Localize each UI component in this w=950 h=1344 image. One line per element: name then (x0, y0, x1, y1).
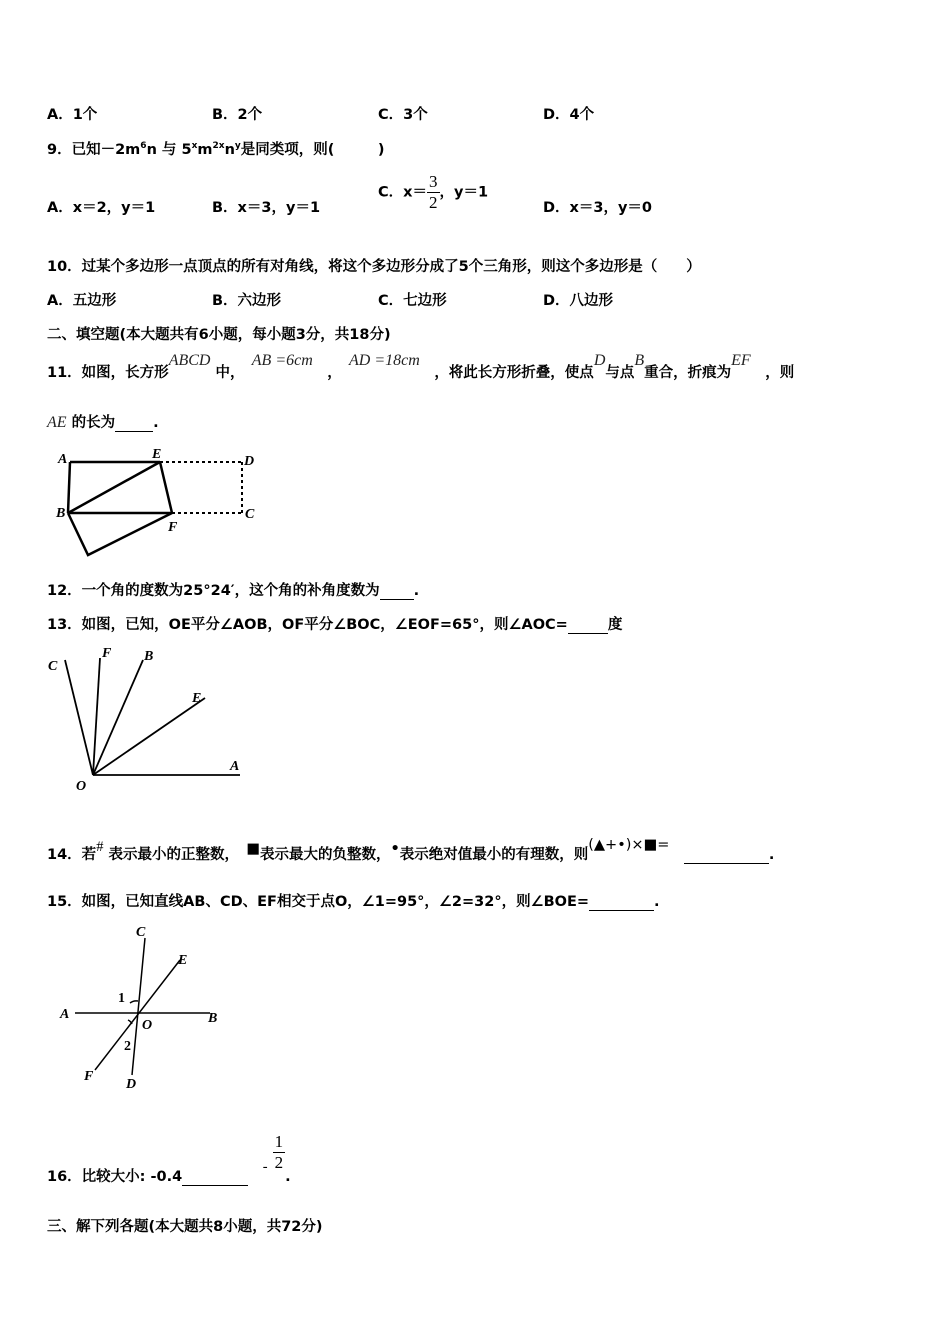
svg-text:1: 1 (118, 991, 125, 1006)
svg-text:A: A (60, 1007, 70, 1022)
svg-text:O: O (142, 1018, 153, 1033)
svg-text:D: D (126, 1077, 137, 1092)
q15-lines-figure (50, 920, 240, 1095)
section-2-heading: 二、填空题(本大题共有6小题，每小题3分，共18分) (47, 327, 391, 343)
q10-option-a: A．五边形 (47, 293, 117, 309)
hash-symbol: # (96, 839, 104, 855)
q10-question: 10．过某个多边形一点顶点的所有对角线，将这个多边形分成了5个三角形，则这个多边形是（ ） (47, 259, 701, 275)
svg-text:B: B (144, 649, 154, 664)
section-3-heading: 三、解下列各题(本大题共8小题，共72分) (47, 1219, 323, 1235)
svg-text:F: F (102, 646, 112, 661)
svg-text:E: E (192, 691, 202, 706)
q8-option-b: B．2个 (212, 107, 263, 123)
q8-option-d: D．4个 (543, 107, 595, 123)
q10-option-d: D．八边形 (543, 293, 614, 309)
q9-option-c: C．x＝ $\frac{3}{2}$ ，y＝1 (378, 172, 489, 212)
q14-question: 14．若# 表示最小的正整数， ■表示最大的负整数，•表示绝对值最小的有理数，则(▲+•)×■= . (47, 837, 775, 863)
svg-text:F: F (168, 520, 178, 535)
svg-text:D: D (244, 454, 255, 469)
svg-text:2: 2 (124, 1039, 131, 1054)
svg-text:E: E (152, 447, 162, 462)
svg-text:A: A (58, 452, 68, 467)
square-symbol: ■ (246, 841, 260, 857)
q8-option-a: A．1个 (47, 107, 98, 123)
q9-option-a: A．x＝2，y＝1 (47, 200, 156, 216)
q15-question: 15．如图，已知直线AB、CD、EF相交于点O，∠1=95°，∠2=32°，则∠BOE= . (47, 894, 660, 910)
svg-text:F: F (84, 1069, 94, 1084)
q9-option-b: B．x＝3，y＝1 (212, 200, 321, 216)
svg-text:A: A (230, 759, 240, 774)
q11-question: 11．如图，长方形ABCD 中， AB =6cm ， AD =18cm ，将此长方形折叠，使点D与点B重合，折痕为EF ，则 (47, 352, 795, 381)
svg-text:E: E (178, 953, 188, 968)
expression: (▲+•)×■= (588, 837, 670, 853)
q9-option-d: D．x＝3，y＝0 (543, 200, 653, 216)
q11-rectangle-fold-figure (50, 445, 270, 560)
q13-angle-figure (40, 640, 260, 800)
q9-question: 9．已知$-2m^6n$ 与 $5^xm^{2x}n^y$是同类项，则( ) (47, 141, 385, 158)
q16-question: 16．比较大小: -0.4 - $\frac{1}{2}$ . (47, 1132, 291, 1185)
q10-option-c: C．七边形 (378, 293, 447, 309)
svg-text:C: C (136, 925, 146, 940)
q11-question-cont: AE 的长为 . (47, 414, 159, 431)
dot-symbol: • (390, 841, 400, 857)
svg-text:C: C (48, 659, 58, 674)
svg-text:B: B (208, 1011, 218, 1026)
svg-text:C: C (245, 507, 255, 522)
q13-question: 13．如图，已知，OE平分∠AOB，OF平分∠BOC，∠EOF=65°，则∠AOC= 度 (47, 617, 623, 633)
svg-text:B: B (56, 506, 66, 521)
svg-text:O: O (76, 779, 87, 794)
q8-option-c: C．3个 (378, 107, 428, 123)
q12-question: 12．一个角的度数为25°24′，这个角的补角度数为 . (47, 583, 420, 599)
q10-option-b: B．六边形 (212, 293, 282, 309)
